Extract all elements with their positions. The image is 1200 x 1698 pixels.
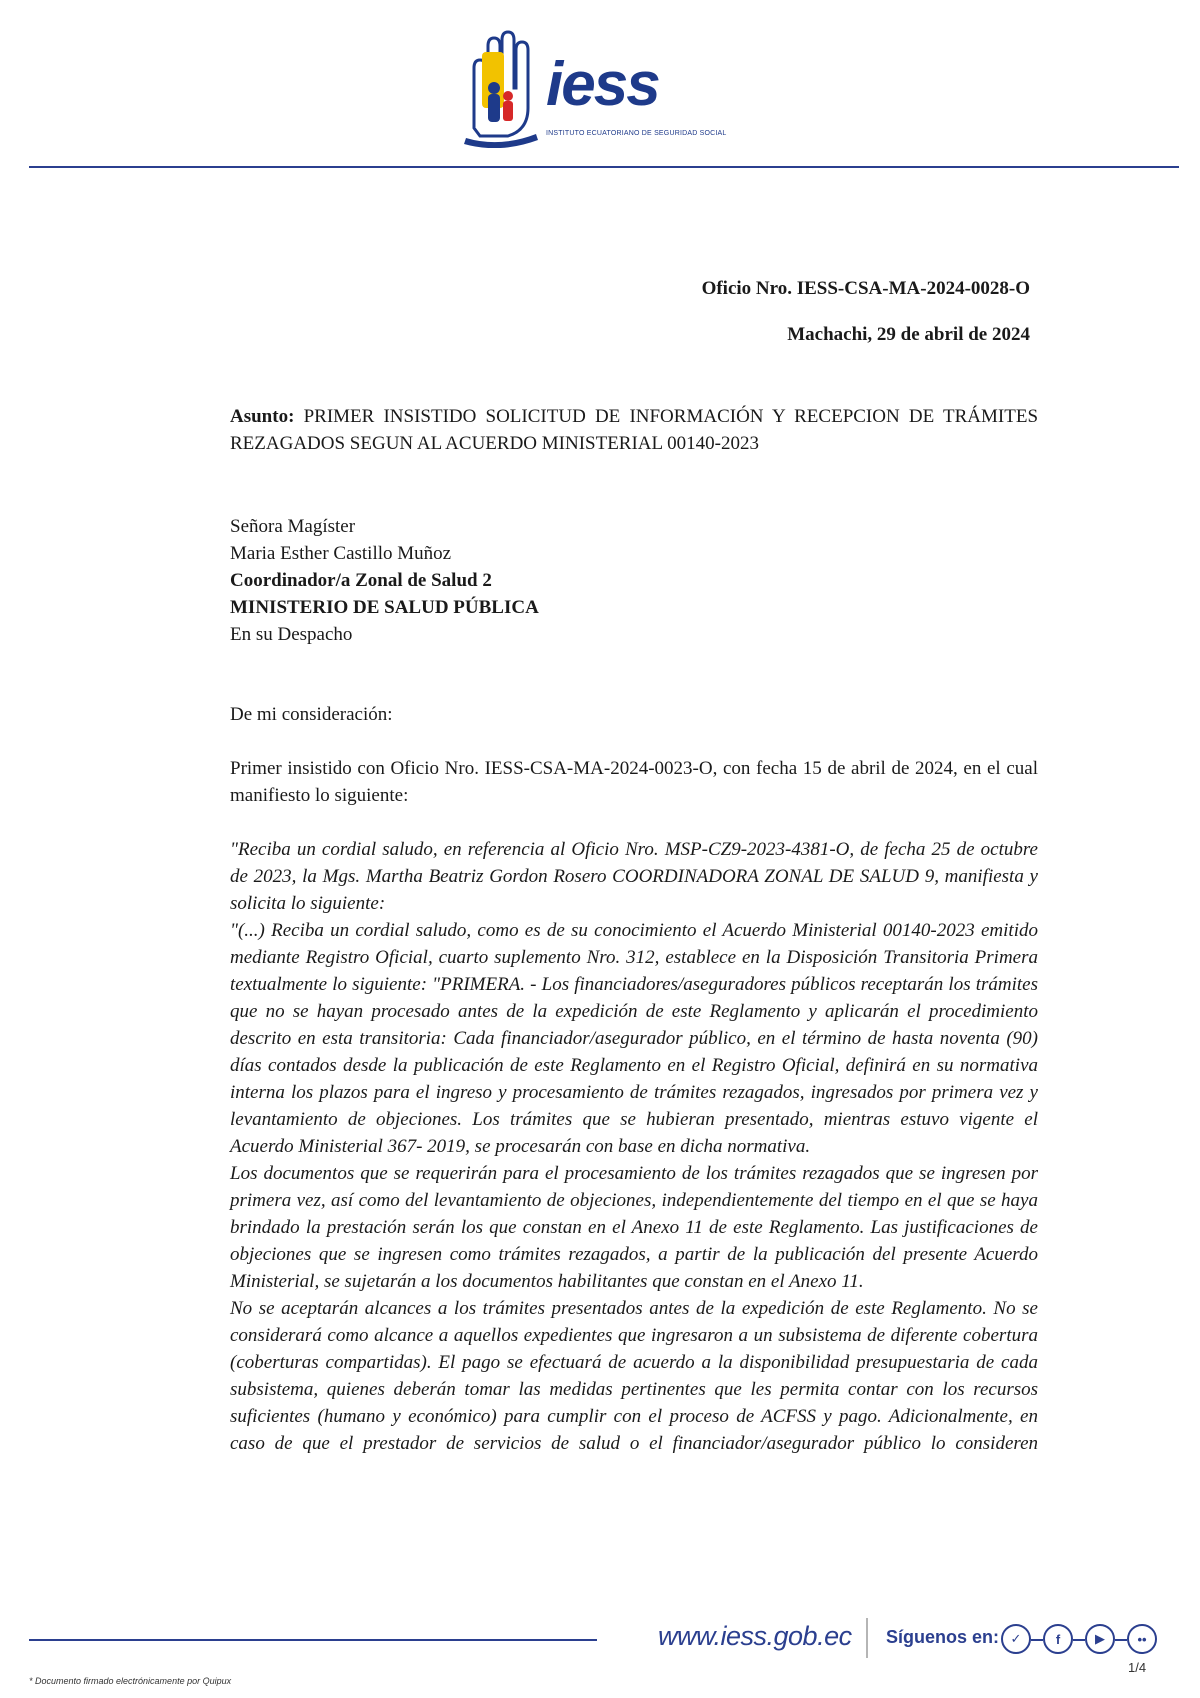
recipient-institution: MINISTERIO DE SALUD PÚBLICA xyxy=(230,597,539,618)
logo-subtitle: INSTITUTO ECUATORIANO DE SEGURIDAD SOCIAL xyxy=(546,130,727,137)
social-connector xyxy=(1115,1639,1127,1641)
subject-label: Asunto: xyxy=(230,406,295,427)
page-number: 1/4 xyxy=(1128,1660,1147,1675)
greeting: De mi consideración: xyxy=(230,704,393,725)
flickr-icon[interactable]: •• xyxy=(1127,1624,1157,1654)
website-link[interactable]: www.iess.gob.ec xyxy=(658,1621,852,1651)
signature-note: * Documento firmado electrónicamente por Quipux xyxy=(29,1676,232,1686)
facebook-icon[interactable]: f xyxy=(1043,1624,1073,1654)
document-number: Oficio Nro. IESS-CSA-MA-2024-0028-O xyxy=(701,278,1030,299)
quote-paragraph: "Reciba un cordial saludo, en referencia al Oficio Nro. MSP-CZ9-2023-4381-O, de fecha 25 de octubre de 2023, la Mgs. Martha Beatriz Gordon Rosero COORDINADORA ZONAL DE SALUD 9, manifiesta y solicita lo siguiente: xyxy=(230,839,1038,914)
quote-paragraph: "(...) Reciba un cordial saludo, como es de su conocimiento el Acuerdo Ministerial 00140-2023 emitido mediante Registro Oficial, cuarto suplemento Nro. 312, establece en la Disposición Transitoria Primera textualmente lo siguiente: "PRIMERA. - Los financiadores/aseguradores públicos receptarán los trámites que no se hayan procesado antes de la expedición de este Reglamento y aplicarán el procedimiento descrito en esta transitoria: Cada financiador/asegurador público, en el término de hasta noventa (90) días contados desde la publicación de este Reglamento en el Registro Oficial, definirá en su normativa interna los plazos para el ingreso y procesamiento de trámites rezagados, ingresados por primera vez y levantamiento de objeciones. Los trámites que se hubieran presentado, mientras estuvo vigente el Acuerdo Ministerial 367- 2019, se procesarán con base en dicha normativa. xyxy=(230,920,1038,1157)
twitter-icon[interactable]: ✓ xyxy=(1001,1624,1031,1654)
logo-wordmark: iess xyxy=(546,50,659,119)
recipient-name: Maria Esther Castillo Muñoz xyxy=(230,543,452,564)
quoted-text xyxy=(230,836,1038,1457)
iess-logo xyxy=(460,30,760,150)
social-connector xyxy=(1031,1639,1043,1641)
footer-divider xyxy=(29,1639,597,1641)
recipient-location: En su Despacho xyxy=(230,624,353,645)
header-divider xyxy=(29,166,1179,168)
youtube-icon[interactable]: ▶ xyxy=(1085,1624,1115,1654)
subject-text: PRIMER INSISTIDO SOLICITUD DE INFORMACIÓN Y RECEPCION DE TRÁMITES REZAGADOS SEGUN AL ACUERDO MINISTERIAL 00140-2023 xyxy=(230,406,1039,454)
footer-separator xyxy=(866,1618,868,1658)
social-connector xyxy=(1073,1639,1085,1641)
recipient-title: Señora Magíster xyxy=(230,516,356,537)
quote-paragraph: No se aceptarán alcances a los trámites presentados antes de la expedición de este Reglamento. No se considerará como alcance a aquellos expedientes que ingresaron a un subsistema de diferente cobertura (coberturas compartidas). El pago se efectuará de acuerdo a la disponibilidad presupuestaria de cada subsistema, quienes deberán tomar las medidas pertinentes que les permita contar con los recursos suficientes (humano y económico) para cumplir con el proceso de ACFSS y pago. Adicionalmente, en caso de que el prestador de servicios de salud o el financiador/asegurador público lo consideren xyxy=(230,1298,1038,1454)
subject-block xyxy=(230,403,1038,457)
quote-paragraph: Los documentos que se requerirán para el procesamiento de los trámites rezagados que se ingresen por primera vez, así como del levantamiento de objeciones, independientemente del tiempo en el que se haya brindado la prestación serán los que constan en el Anexo 11 de este Reglamento. Las justificaciones de objeciones que se ingresen como trámites rezagados, a partir de la publicación del presente Acuerdo Ministerial, se sujetarán a los documentos habilitantes que constan en el Anexo 11. xyxy=(230,1163,1038,1292)
recipient-block xyxy=(230,513,539,648)
hand-family-logo-icon xyxy=(460,30,540,148)
follow-label: Síguenos en: xyxy=(886,1627,1000,1647)
place-date: Machachi, 29 de abril de 2024 xyxy=(787,324,1030,345)
recipient-position: Coordinador/a Zonal de Salud 2 xyxy=(230,570,492,591)
intro-paragraph: Primer insistido con Oficio Nro. IESS-CSA-MA-2024-0023-O, con fecha 15 de abril de 2024, en el cual manifiesto lo siguiente: xyxy=(230,758,1038,806)
